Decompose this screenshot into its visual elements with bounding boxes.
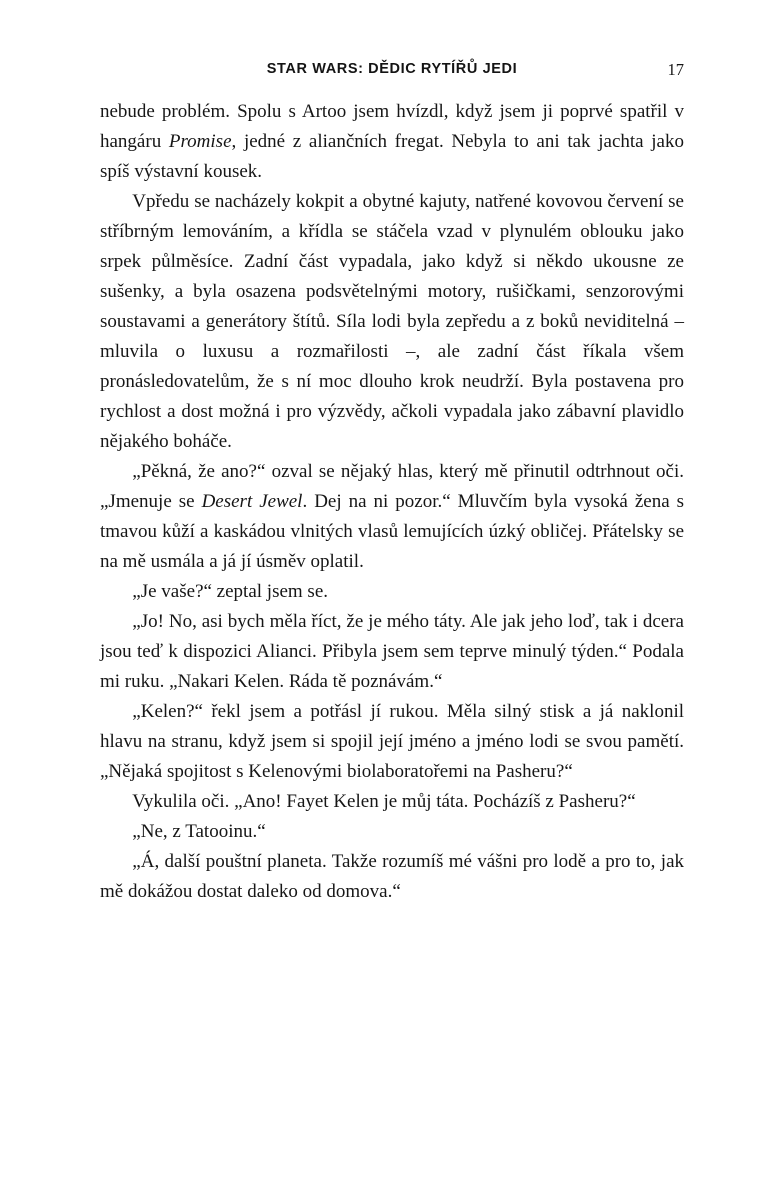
text-run: „Je vaše?“ zeptal jsem se.	[132, 581, 329, 602]
text-run: „Pěkná, že ano?“ ozval se nějaký hlas, který mě přinutil odtrhnout oči. „Jmenuje se	[100, 461, 684, 512]
italic-text-run: Promise	[168, 131, 232, 152]
text-run: Vpředu se nacházely kokpit a obytné kajuty, natřené kovovou červení se stříbrným lemováním, a křídla se stáčela vzad v plynulém oblouku jako srpek půlměsíce. Zadní část vypadala, jako když si někdo ukousne ze sušenky, a byla osazena podsvětelnými motory, rušičkami, senzorovými soustavami a generátory štítů. Síla lodi byla zepředu a z boků neviditelná – mluvila o luxusu a rozmařilosti –, ale zadní část říkala všem pronásledovatelům, že s ní moc dlouho krok neudrží. Byla postavena pro rychlost a dost možná i pro výzvědy, ačkoli vypadala jako zábavní plavidlo nějakého boháče.	[100, 191, 684, 452]
paragraph	[100, 787, 684, 817]
page-number: 17	[667, 60, 684, 79]
text-run: „Ne, z Tatooinu.“	[132, 821, 266, 842]
text-run: „Kelen?“ řekl jsem a potřásl jí rukou. Měla silný stisk a já naklonil hlavu na stranu, když jsem si spojil její jméno a jméno lodi se svou pamětí. „Nějaká spojitost s Kelenovými biolaboratořemi na Pasheru?“	[100, 701, 684, 782]
paragraph	[100, 817, 684, 847]
paragraph	[100, 577, 684, 607]
text-run: nebude problém. Spolu s Artoo jsem hvízdl, když jsem ji poprvé spatřil v hangáru	[100, 101, 684, 152]
text-run: „Á, další pouštní planeta. Takže rozumíš mé vášni pro lodě a pro to, jak mě dokážou dostat daleko od domova.“	[100, 851, 684, 902]
paragraph	[100, 457, 684, 577]
page-header	[100, 61, 684, 81]
text-run: , jedné z aliančních fregat. Nebyla to ani tak jachta jako spíš výstavní kousek.	[100, 131, 684, 182]
text-run: . Dej na ni pozor.“ Mluvčím byla vysoká žena s tmavou kůží a kaskádou vlnitých vlasů lemujících úzký obličej. Přátelsky se na mě usmála a já jí úsměv oplatil.	[100, 491, 685, 572]
paragraph	[100, 847, 684, 907]
paragraph	[100, 697, 684, 787]
italic-text-run: Desert Jewel	[201, 491, 303, 512]
paragraph	[100, 607, 684, 697]
paragraph	[100, 187, 684, 457]
page-text	[100, 97, 684, 907]
text-run: „Jo! No, asi bych měla říct, že je mého táty. Ale jak jeho loď, tak i dcera jsou teď k dispozici Alianci. Přibyla jsem sem teprve minulý týden.“ Podala mi ruku. „Nakari Kelen. Ráda tě poznávám.“	[100, 611, 684, 692]
running-header-title: STAR WARS: DĚDIC RYTÍŘŮ JEDI	[266, 61, 518, 77]
paragraph	[100, 97, 684, 187]
text-run: Vykulila oči. „Ano! Fayet Kelen je můj táta. Pocházíš z Pasheru?“	[132, 791, 636, 812]
